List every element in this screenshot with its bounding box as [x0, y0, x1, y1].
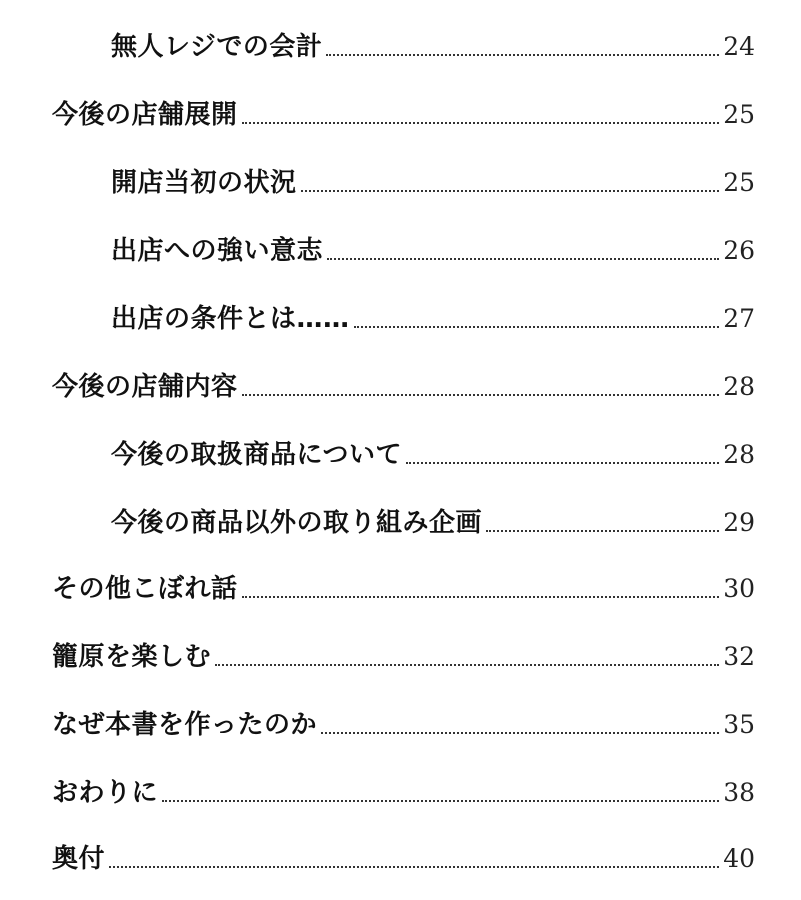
toc-entry-products[interactable]	[0, 432, 801, 472]
toc-page-number: 25	[723, 168, 755, 197]
toc-dot-leader	[486, 530, 719, 532]
toc-entry-non-product-plans[interactable]	[0, 500, 801, 540]
toc-entry-unmanned-register[interactable]	[0, 24, 801, 64]
toc-entry-enjoy-kagohara[interactable]	[0, 634, 801, 674]
toc-dot-leader	[406, 462, 719, 464]
toc-entry-title: 今後の取扱商品について	[111, 440, 402, 470]
toc-page-number: 29	[723, 508, 755, 537]
toc-page-number: 26	[723, 236, 755, 265]
toc-entry-title: その他こぼれ話	[52, 574, 238, 604]
toc-entry-store-expansion[interactable]	[0, 92, 801, 132]
toc-entry-title: 今後の商品以外の取り組み企画	[111, 508, 483, 538]
toc-dot-leader	[215, 664, 719, 666]
toc-entry-title: 籠原を楽しむ	[52, 642, 212, 672]
toc-entry-afterword[interactable]	[0, 770, 801, 810]
toc-page-number: 38	[723, 778, 755, 807]
toc-dot-leader	[326, 54, 719, 56]
toc-entry-title: 出店の条件とは……	[111, 304, 350, 334]
toc-entry-other-stories[interactable]	[0, 566, 801, 606]
toc-entry-title: 開店当初の状況	[111, 168, 297, 198]
toc-dot-leader	[242, 394, 720, 396]
toc-dot-leader	[109, 866, 719, 868]
toc-entry-why-this-book[interactable]	[0, 702, 801, 742]
toc-entry-strong-will[interactable]	[0, 228, 801, 268]
toc-entry-store-conditions[interactable]	[0, 296, 801, 336]
toc-entry-title: なぜ本書を作ったのか	[52, 710, 318, 740]
toc-entry-store-contents[interactable]	[0, 364, 801, 404]
toc-dot-leader	[301, 190, 720, 192]
toc-dot-leader	[321, 732, 719, 734]
toc-page-number: 25	[723, 100, 755, 129]
toc-page-number: 28	[723, 440, 755, 469]
toc-entry-title: 今後の店舗内容	[52, 372, 238, 402]
toc-page-number: 27	[723, 304, 755, 333]
toc-page-number: 35	[723, 710, 755, 739]
toc-entry-opening-situation[interactable]	[0, 160, 801, 200]
toc-page-number: 40	[723, 844, 755, 873]
toc-page-number: 30	[723, 574, 755, 603]
toc-entry-title: 今後の店舗展開	[52, 100, 238, 130]
toc-page-number: 28	[723, 372, 755, 401]
toc-dot-leader	[327, 258, 719, 260]
toc-entry-title: おわりに	[52, 778, 159, 808]
toc-dot-leader	[162, 800, 719, 802]
toc-dot-leader	[242, 596, 720, 598]
toc-dot-leader	[354, 326, 720, 328]
toc-entry-title: 出店への強い意志	[111, 236, 324, 266]
toc-page-number: 32	[723, 642, 755, 671]
toc-entry-title: 無人レジでの会計	[111, 32, 323, 62]
toc-dot-leader	[242, 122, 720, 124]
toc-page-number: 24	[723, 32, 755, 61]
toc-entry-title: 奥付	[52, 844, 106, 874]
toc-entry-colophon[interactable]	[0, 836, 801, 876]
